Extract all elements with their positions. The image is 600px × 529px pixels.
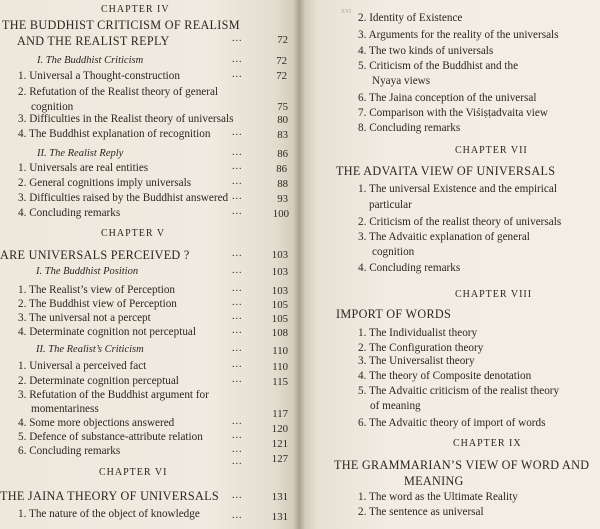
page-number: 117 — [272, 408, 288, 420]
leader-dots: ... — [232, 297, 243, 308]
leader-dots: ... — [232, 54, 243, 65]
toc-entry: 2. The sentence as universal — [358, 506, 484, 518]
leader-dots: ... — [232, 147, 243, 158]
toc-entry: 5. Defence of substance-attribute relation — [18, 431, 203, 443]
toc-entry: 3. Difficulties raised by the Buddhist answered — [18, 192, 229, 204]
leader-dots: ... — [232, 416, 243, 427]
leader-dots: ... — [232, 359, 243, 370]
page-number: 103 — [271, 266, 288, 278]
toc-entry: 5. The Advaitic criticism of the realist theory — [358, 385, 560, 397]
chapter-vi-title: THE JAINA THEORY OF UNIVERSALS — [0, 489, 219, 503]
page-number: 131 — [271, 511, 288, 523]
toc-entry: 4. The Buddhist explanation of recognition — [18, 128, 211, 140]
pencil-mark: xvi — [341, 6, 352, 15]
toc-entry-continuation: Nyaya views — [372, 75, 431, 87]
toc-entry: 1. Universals are real entities — [18, 162, 149, 174]
right-page — [299, 0, 600, 529]
page-number: 93 — [277, 193, 288, 205]
toc-entry: 4. The two kinds of universals — [358, 45, 494, 57]
page-number: 100 — [272, 208, 289, 220]
leader-dots: ... — [232, 311, 243, 322]
section-heading: II. The Realist’s Criticism — [36, 344, 144, 355]
toc-entry: 3. Difficulties in the Realist theory of universals — [18, 113, 234, 125]
chapter-iv-heading: CHAPTER IV — [101, 4, 170, 15]
chapter-iv-title-line2: AND THE REALIST REPLY — [17, 34, 170, 48]
page-number: 72 — [276, 70, 287, 82]
leader-dots: ... — [232, 191, 243, 202]
left-page — [0, 0, 299, 529]
page-number: 121 — [271, 438, 288, 450]
toc-entry: 4. Determinate cognition not perceptual — [18, 326, 197, 338]
toc-entry-continuation: of meaning — [370, 400, 421, 412]
toc-entry: 2. The Buddhist view of Perception — [18, 298, 177, 310]
toc-entry: 7. Comparison with the Viśiṣṭadvaita view — [358, 107, 548, 119]
toc-entry: 6. The Jaina conception of the universal — [358, 92, 537, 104]
chapter-vii-title: THE ADVAITA VIEW OF UNIVERSALS — [336, 164, 556, 178]
page-number: 72 — [276, 55, 287, 67]
leader-dots: ... — [232, 283, 243, 294]
page-number: 131 — [271, 491, 288, 503]
toc-entry-continuation: cognition — [31, 101, 74, 113]
toc-entry: 2. The Configuration theory — [358, 342, 484, 354]
toc-entry: 3. The Universalist theory — [358, 355, 475, 367]
page-number: 120 — [271, 423, 288, 435]
leader-dots: ... — [232, 161, 243, 172]
page-number: 103 — [271, 285, 288, 297]
toc-entry: 3. The universal not a percept — [18, 312, 151, 324]
toc-entry: 1. Universal a Thought-construction — [18, 70, 180, 82]
leader-dots: ... — [232, 248, 243, 259]
leader-dots: ... — [232, 69, 243, 80]
leader-dots: ... — [232, 206, 243, 217]
toc-entry: 1. The universal Existence and the empirical — [358, 183, 557, 195]
toc-entry: 1. The nature of the object of knowledge — [18, 508, 200, 520]
chapter-v-heading: CHAPTER V — [101, 228, 166, 239]
toc-entry: 1. The word as the Ultimate Reality — [358, 491, 518, 503]
toc-entry: 1. The Individualist theory — [358, 327, 478, 339]
page-number: 86 — [276, 163, 287, 175]
page-number: 83 — [277, 129, 288, 141]
page-number: 103 — [271, 249, 288, 261]
toc-entry: 2. General cognitions imply universals — [18, 177, 192, 189]
toc-entry-continuation: cognition — [372, 246, 415, 258]
toc-entry: 5. Criticism of the Buddhist and the — [358, 60, 519, 72]
leader-dots: ... — [232, 265, 243, 276]
page-number: 108 — [271, 327, 288, 339]
page-number: 115 — [272, 376, 288, 388]
toc-entry: 2. Identity of Existence — [358, 12, 463, 24]
chapter-viii-title: IMPORT OF WORDS — [336, 307, 452, 321]
toc-entry: 3. Arguments for the reality of the universals — [358, 29, 559, 41]
toc-entry-continuation: momentariness — [31, 403, 99, 415]
toc-entry: 3. The Advaitic explanation of general — [358, 231, 530, 243]
page-number: 88 — [277, 178, 288, 190]
page-number: 86 — [277, 148, 288, 160]
toc-entry: 4. Some more objections answered — [18, 417, 175, 429]
toc-entry: 2. Criticism of the realist theory of universals — [358, 216, 562, 228]
page-number: 105 — [271, 299, 288, 311]
chapter-vii-heading: CHAPTER VII — [455, 145, 528, 156]
page-number: 110 — [272, 345, 288, 357]
section-heading: I. The Buddhist Position — [36, 266, 139, 277]
leader-dots: ... — [232, 343, 243, 354]
chapter-ix-heading: CHAPTER IX — [453, 438, 522, 449]
leader-dots: ... — [232, 325, 243, 336]
book-gutter — [293, 0, 305, 529]
toc-entry-continuation: particular — [369, 199, 412, 211]
chapter-ix-title-line1: THE GRAMMARIAN’S VIEW OF WORD AND — [334, 458, 590, 472]
toc-entry: 4. Concluding remarks — [358, 262, 461, 274]
leader-dots: ... — [232, 374, 243, 385]
toc-entry: 1. The Realist’s view of Perception — [18, 284, 176, 296]
toc-entry: 4. The theory of Composite denotation — [358, 370, 532, 382]
leader-dots: ... — [232, 456, 243, 467]
page-number: 127 — [271, 453, 288, 465]
leader-dots: ... — [232, 444, 243, 455]
leader-dots: ... — [232, 176, 243, 187]
section-heading: II. The Realist Reply — [37, 148, 124, 159]
page-number: 72 — [277, 34, 288, 46]
leader-dots: ... — [232, 430, 243, 441]
section-heading: I. The Buddhist Criticism — [37, 55, 144, 66]
chapter-viii-heading: CHAPTER VIII — [455, 289, 533, 300]
page-number: 80 — [277, 114, 288, 126]
chapter-vi-heading: CHAPTER VI — [99, 467, 168, 478]
page-number: 105 — [271, 313, 288, 325]
chapter-ix-title-line2: MEANING — [404, 474, 464, 488]
page-number: 75 — [277, 101, 288, 113]
toc-entry: 8. Concluding remarks — [358, 122, 461, 134]
toc-entry: 3. Refutation of the Buddhist argument for — [18, 389, 209, 401]
toc-entry: 2. Determinate cognition perceptual — [18, 375, 179, 387]
leader-dots: ... — [232, 127, 243, 138]
toc-entry: 2. Refutation of the Realist theory of general — [18, 86, 219, 98]
chapter-v-title: ARE UNIVERSALS PERCEIVED ? — [0, 248, 190, 262]
page-number: 110 — [272, 361, 288, 373]
toc-entry: 6. The Advaitic theory of import of words — [358, 417, 546, 429]
toc-entry: 4. Concluding remarks — [18, 207, 121, 219]
leader-dots: ... — [232, 33, 243, 44]
toc-entry: 1. Universal a perceived fact — [18, 360, 147, 372]
toc-entry: 6. Concluding remarks — [18, 445, 121, 457]
leader-dots: ... — [232, 490, 243, 501]
chapter-iv-title-line1: THE BUDDHIST CRITICISM OF REALISM — [2, 18, 240, 32]
leader-dots: ... — [232, 510, 243, 521]
